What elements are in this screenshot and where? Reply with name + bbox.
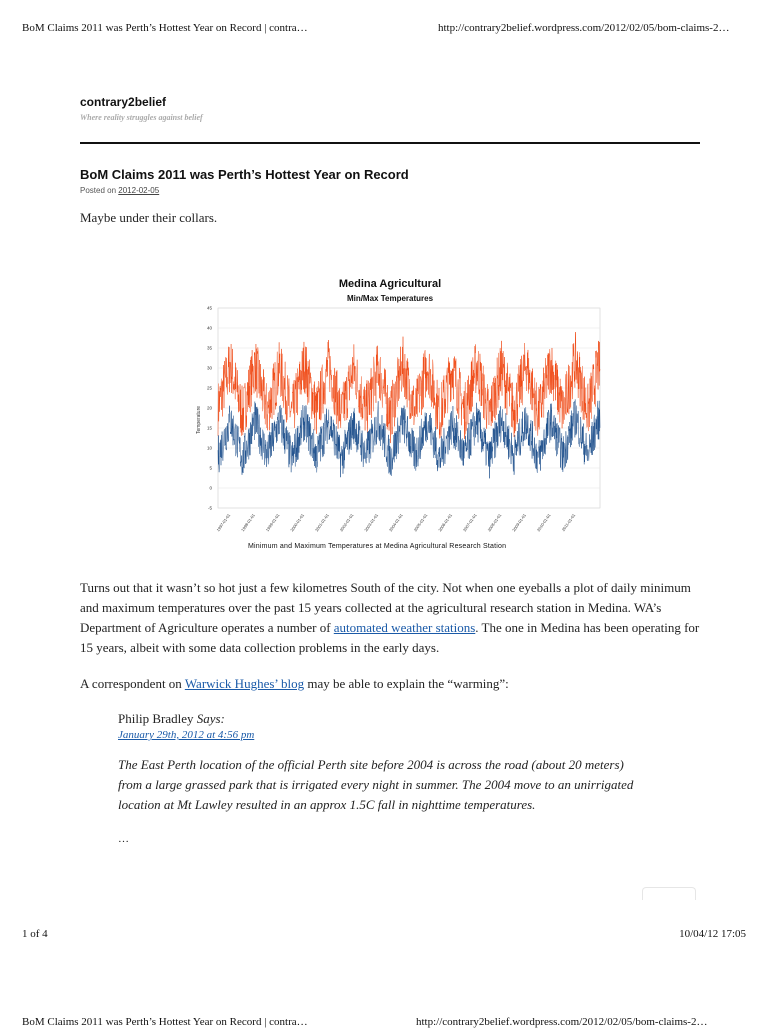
print-header-url[interactable]: http://contrary2belief.wordpress.com/2012/02/05/bom-claims-2… [438,22,730,34]
comment-text: The East Perth location of the official Perth site before 2004 is across the road (about 20 meters) from a large grassed park that is irrigated every night in summer. The 2004 move to an unirrigated location at Mt Lawley resulted in an approx 1.5C fall in nighttime temperatures. [118,757,634,812]
blog-page [80,95,700,845]
post-title[interactable]: BoM Claims 2011 was Perth’s Hottest Year on Record [80,167,409,182]
next-page-header-url[interactable]: http://contrary2belief.wordpress.com/2012/02/05/bom-claims-2… [416,1016,708,1028]
paragraph-1-text-a: Turns out that it wasn’t so hot just a few kilometres South of the city. Not when one eyeballs a plot of daily minimum and maximum temperatures over the past 15 years collected at the agricultural research station in Medina. WA’s Department of Agriculture operates a number of [80,580,691,635]
temperature-chart [188,266,604,532]
post-paragraph-1 [80,578,700,658]
chart-y-tick-label: 40 [206,325,212,331]
figure-caption: Minimum and Maximum Temperatures at Medina Agricultural Research Station [248,543,507,550]
chart-y-tick-label: 35 [206,345,212,351]
post-paragraph-2 [80,674,700,694]
automated-weather-stations-link[interactable]: automated weather stations [333,620,476,635]
chart-y-tick-label: 5 [209,465,212,471]
print-header-title: BoM Claims 2011 was Perth’s Hottest Year on Record | contra… [22,22,308,34]
comment-author-line [118,709,700,729]
chart-x-tick-label: 2001-01-01 [313,512,330,532]
chart-y-tick-label: -5 [207,505,212,511]
comment-date-link[interactable]: January 29th, 2012 at 4:56 pm [118,729,255,741]
paragraph-1-text-b: . The one in Medina has been operating for 15 years, albeit with some data collection problems in the early days. [80,620,700,655]
warwick-hughes-blog-link[interactable]: Warwick Hughes’ blog [184,676,305,691]
next-page-header [22,1016,746,1028]
chart-x-tick-label: 1999-01-01 [264,512,281,532]
chart-x-tick-label: 1997-01-01 [215,512,232,532]
chart-y-tick-label: 0 [209,485,212,491]
chart-x-tick-label: 2007-01-01 [461,512,478,532]
chart-y-tick-label: 15 [206,425,212,431]
chart-x-tick-label: 2006-01-01 [437,512,454,532]
comment-date-wrapper [118,729,700,741]
chart-x-tick-label: 2004-01-01 [387,512,404,532]
post-meta [80,186,700,195]
post-intro: Maybe under their collars. [80,210,218,225]
chart-y-tick-label: 25 [206,385,212,391]
chart-x-tick-label: 2011-01-01 [560,512,577,532]
chart-x-tick-label: 2010-01-01 [535,512,552,532]
comment-author: Philip Bradley [118,711,194,726]
print-header [22,22,746,38]
chart-y-tick-label: 10 [206,445,212,451]
site-description: Where reality struggles against belief [80,113,203,122]
post-date-link[interactable]: 2012-02-05 [118,186,160,195]
chart-x-tick-label: 2008-01-01 [486,512,503,532]
header-divider [80,142,700,144]
chart-x-tick-label: 2005-01-01 [412,512,429,532]
chart-y-tick-label: 30 [206,365,212,371]
chart-x-tick-label: 2003-01-01 [363,512,380,532]
chart-y-tick-label: 45 [206,305,212,311]
chart-x-tick-label: 1998-01-01 [240,512,256,532]
paragraph-2-text-b: may be able to explain the “warming”: [304,676,509,691]
chart-x-tick-label: 2002-01-01 [338,512,355,532]
chart-title: Medina Agricultural [338,278,442,290]
page-edge-tab [642,887,696,900]
chart-x-tick-label: 2000-01-01 [289,512,306,532]
print-footer [22,928,746,940]
chart-y-axis-label: Temperature [196,405,202,435]
page-number: 1 of 4 [22,928,48,940]
chart-y-tick-label: 20 [206,405,212,411]
chart-x-tick-label: 2009-01-01 [511,512,527,532]
site-title[interactable]: contrary2belief [80,95,167,109]
paragraph-2-text-a: A correspondent on [80,676,185,691]
chart-subtitle: Min/Max Temperatures [346,294,434,303]
comment-says: Says: [196,711,225,726]
comment-ellipsis: … [118,833,129,845]
print-timestamp: 10/04/12 17:05 [679,928,746,940]
blockquote-comment [118,709,700,845]
next-page-header-title: BoM Claims 2011 was Perth’s Hottest Year on Record | contra… [22,1016,308,1028]
posted-on-label: Posted on [80,186,117,195]
